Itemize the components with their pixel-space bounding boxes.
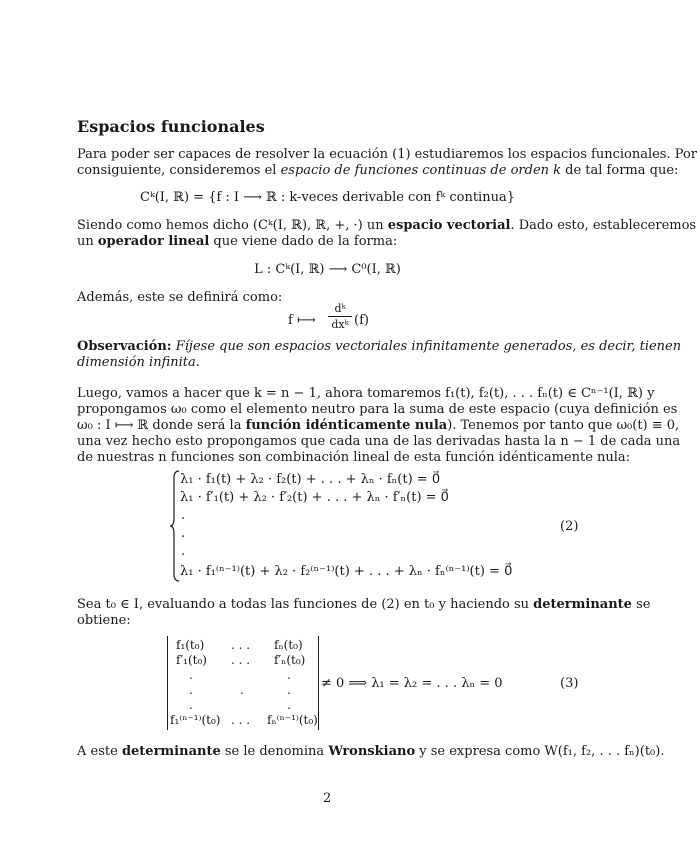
paragraph2-line-4: una vez hecho esto propongamos que cada una de las derivadas hasta la n − 1 de cada una (77, 434, 681, 449)
system-row-1: λ₁ · f₁(t) + λ₂ · f₂(t) + . . . + λₙ · fₙ(t) = 0⃗ (180, 472, 441, 487)
system-row-last: λ₁ · f₁⁽ⁿ⁻¹⁾(t) + λ₂ · f₂⁽ⁿ⁻¹⁾(t) + . . . + λₙ · fₙ⁽ⁿ⁻¹⁾(t) = 0⃗ (180, 564, 513, 579)
determinant-right-bar (318, 636, 319, 730)
det-r1c2: . . . (231, 638, 251, 652)
paragraph3-line-1: Sea t₀ ∈ I, evaluando a todas las funciones de (2) en t₀ y haciendo su determinante se (77, 597, 651, 612)
vector-space-line-2: un operador lineal que viene dado de la forma: (77, 234, 398, 249)
map-denominator: dxᵏ (331, 318, 349, 331)
page-number: 2 (323, 791, 332, 806)
map-fraction (328, 302, 352, 331)
equation-number-3: (3) (560, 676, 579, 691)
observation-line-2: dimensión infinita. (77, 355, 200, 370)
det-dot: . (189, 698, 193, 712)
vector-space-line-1: Siendo como hemos dicho (Cᵏ(I, ℝ), ℝ, +, ·) un espacio vectorial. Dado esto, estableceremos (77, 218, 697, 233)
formula-space: Cᵏ(I, ℝ) = {f : I ⟶ ℝ : k-veces derivable con fᵏ continua} (140, 190, 515, 205)
left-brace (170, 470, 180, 582)
conclusion: A este determinante se le denomina Wronskiano y se expresa como W(f₁, f₂, . . . fₙ)(t₀). (77, 744, 665, 759)
det-r2c3: f′ₙ(t₀) (274, 653, 306, 667)
map-numerator: dᵏ (334, 302, 346, 315)
system-dot-2: . (181, 526, 186, 541)
paragraph2-line-2: propongamos ω₀ como el elemento neutro para la suma de este espacio (cuya definición es (77, 402, 678, 417)
section-title: Espacios funcionales (77, 117, 265, 136)
determinant-left-bar (167, 636, 168, 730)
defined-as: Además, este se definirá como: (77, 290, 283, 305)
system-row-2: λ₁ · f′₁(t) + λ₂ · f′₂(t) + . . . + λₙ · f′ₙ(t) = 0⃗ (180, 490, 449, 505)
formula-operator: L : Cᵏ(I, ℝ) ⟶ C⁰(I, ℝ) (254, 262, 401, 277)
observation-line-1: Observación: Fíjese que son espacios vectoriales infinitamente generados, es decir, tienen (77, 339, 682, 354)
map-lhs: f ⟼ (288, 313, 316, 328)
det-dot: . (189, 683, 193, 697)
det-r2c1: f′₁(t₀) (176, 653, 207, 667)
det-dot: . (240, 683, 244, 697)
det-r6c2: . . . (231, 713, 251, 727)
det-r1c1: f₁(t₀) (176, 638, 205, 652)
map-rhs: (f) (354, 313, 369, 328)
paragraph2-line-5: de nuestras n funciones son combinación lineal de esta función idénticamente nula: (77, 450, 631, 465)
paragraph3-line-2: obtiene: (77, 613, 131, 628)
det-dot: . (287, 668, 291, 682)
det-r6c3: fₙ⁽ⁿ⁻¹⁾(t₀) (267, 713, 318, 727)
system-dot-1: . (181, 508, 186, 523)
intro-line-2: consiguiente, consideremos el espacio de funciones continuas de orden k de tal forma que: (77, 163, 679, 178)
det-dot: . (287, 683, 291, 697)
intro-line-1: Para poder ser capaces de resolver la ecuación (1) estudiaremos los espacios funcionales. Por (77, 147, 697, 162)
paragraph2-line-3: ω₀ : I ⟼ ℝ donde será la función idénticamente nula). Tenemos por tanto que ω₀(t) ≡ 0, (77, 418, 680, 433)
det-r6c1: f₁⁽ⁿ⁻¹⁾(t₀) (170, 713, 221, 727)
fraction-bar (328, 316, 352, 317)
det-r1c3: fₙ(t₀) (274, 638, 303, 652)
det-dot: . (189, 668, 193, 682)
determinant-rhs: ≠ 0 ⟹ λ₁ = λ₂ = . . . λₙ = 0 (321, 676, 503, 691)
equation-number-2: (2) (560, 519, 579, 534)
det-r2c2: . . . (231, 653, 251, 667)
paragraph2-line-1: Luego, vamos a hacer que k = n − 1, ahora tomaremos f₁(t), f₂(t), . . . fₙ(t) ∈ Cⁿ⁻¹(I, ℝ) y (77, 386, 655, 401)
system-dot-3: . (181, 544, 186, 559)
det-dot: . (287, 698, 291, 712)
